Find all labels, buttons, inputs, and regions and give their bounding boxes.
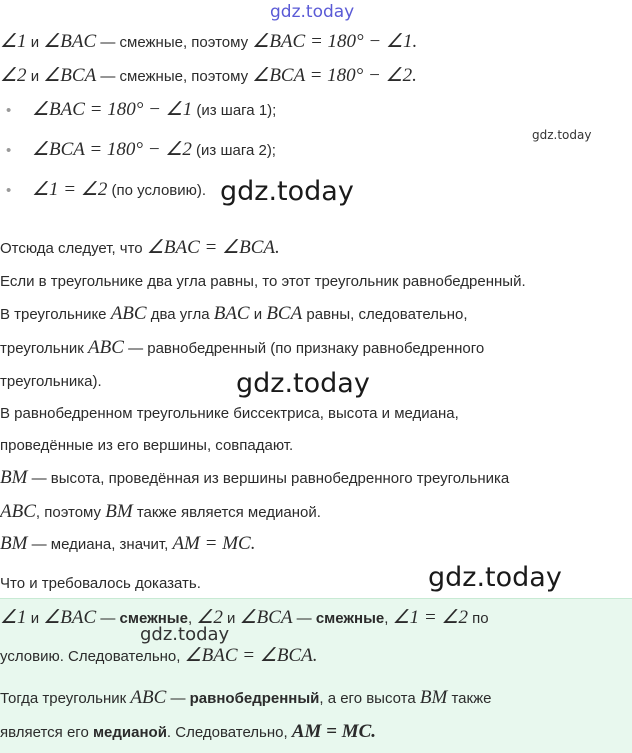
text: (по условию). <box>107 182 207 199</box>
conclusion-line <box>0 238 280 259</box>
answer-line-1 <box>0 608 489 629</box>
math: AM = MC. <box>172 533 256 554</box>
math-angle-1: ∠1 <box>0 31 27 52</box>
text: , <box>187 610 197 627</box>
math: BAC <box>213 303 250 324</box>
math-angle-2: ∠2 <box>0 65 27 86</box>
math: ∠1 = ∠2 <box>32 179 108 200</box>
text: является его <box>0 724 93 741</box>
paragraph <box>0 338 484 359</box>
math: ∠1 = ∠2 <box>392 607 469 628</box>
bullet-item-2 <box>0 140 276 161</box>
math: ∠1 <box>0 607 27 628</box>
math: ∠BAC = ∠BCA. <box>184 645 318 666</box>
text: — медиана, значит, <box>27 536 173 553</box>
watermark-3: gdz.today <box>428 562 562 593</box>
text: условию. Следовательно, <box>0 648 185 665</box>
bullet-icon: • <box>6 102 12 119</box>
text: и <box>26 610 44 627</box>
bold-text: равнобедренный <box>189 690 320 707</box>
qed-line: Что и требовалось доказать. <box>0 575 201 592</box>
paragraph <box>0 502 321 523</box>
text: , а его высота <box>319 690 420 707</box>
math: ABC <box>130 687 167 708</box>
math: ∠2 <box>196 607 223 628</box>
text: — высота, проведённая из вершины равнобедренного треугольника <box>27 470 510 487</box>
text: и <box>249 306 267 323</box>
text: Тогда треугольник <box>0 690 131 707</box>
math: ∠BAC = 180° − ∠1 <box>32 99 193 120</box>
text: также <box>447 690 492 707</box>
math-equation: ∠BCA = 180° − ∠2. <box>252 65 417 86</box>
text: по <box>468 610 489 627</box>
answer-line-2 <box>0 646 318 667</box>
bold-text: смежные <box>315 610 385 627</box>
bullet-icon: • <box>6 182 12 199</box>
math: BM <box>419 687 448 708</box>
math: ABC <box>88 337 124 358</box>
step-2-line <box>0 66 417 87</box>
text: треугольник <box>0 340 89 357</box>
math: ∠BAC <box>43 607 97 628</box>
text: — смежные, поэтому <box>96 68 253 85</box>
math: ∠BCA = 180° − ∠2 <box>32 139 192 160</box>
paragraph <box>0 304 468 325</box>
paragraph <box>0 534 255 555</box>
text: (из шага 2); <box>191 142 276 159</box>
math: ABC <box>0 501 36 522</box>
bullet-icon: • <box>6 142 12 159</box>
answer-line-4 <box>0 722 376 743</box>
text: и <box>222 610 240 627</box>
watermark-4: gdz.today <box>140 624 230 645</box>
math: BM <box>0 533 28 554</box>
paragraph: треугольника). <box>0 373 102 390</box>
text: — <box>292 610 316 627</box>
math: BCA <box>266 303 303 324</box>
text: В треугольнике <box>0 306 111 323</box>
text: , <box>384 610 393 627</box>
math-angle-bac: ∠BAC <box>43 31 97 52</box>
watermark-small: gdz.today <box>532 128 592 142</box>
paragraph: проведённые из его вершины, совпадают. <box>0 437 294 454</box>
bold-text: смежные <box>119 610 188 627</box>
text: Отсюда следует, что <box>0 240 147 257</box>
text: равны, следовательно, <box>302 306 468 323</box>
text: , поэтому <box>35 504 106 521</box>
math: ABC <box>110 303 147 324</box>
bold-text: медианой <box>92 724 167 741</box>
math: ∠BAC = ∠BCA. <box>146 237 280 258</box>
text: — <box>166 690 190 707</box>
answer-line-3 <box>0 688 491 709</box>
math-angle-bca: ∠BCA <box>43 65 97 86</box>
text: и <box>26 68 44 85</box>
bullet-item-3 <box>0 180 206 201</box>
text: — <box>96 610 120 627</box>
math: BM <box>105 501 133 522</box>
paragraph: Если в треугольнике два угла равны, то этот треугольник равнобедренный. <box>0 273 526 290</box>
math-equation: ∠BAC = 180° − ∠1. <box>252 31 418 52</box>
math: AM = MC. <box>291 721 377 742</box>
bullet-item-1 <box>0 100 276 121</box>
text: — смежные, поэтому <box>96 34 253 51</box>
watermark-2: gdz.today <box>236 368 370 399</box>
text: два угла <box>146 306 214 323</box>
step-1-line <box>0 32 417 53</box>
paragraph <box>0 468 509 489</box>
text: также является медианой. <box>132 504 321 521</box>
watermark-1: gdz.today <box>220 176 354 207</box>
text: и <box>26 34 44 51</box>
text: . Следовательно, <box>166 724 292 741</box>
text: — равнобедренный (по признаку равнобедренного <box>123 340 485 357</box>
math: ∠BCA <box>239 607 293 628</box>
watermark-top: gdz.today <box>270 2 355 22</box>
paragraph: В равнобедренном треугольнике биссектриса, высота и медиана, <box>0 405 459 422</box>
text: (из шага 1); <box>192 102 277 119</box>
math: BM <box>0 467 28 488</box>
